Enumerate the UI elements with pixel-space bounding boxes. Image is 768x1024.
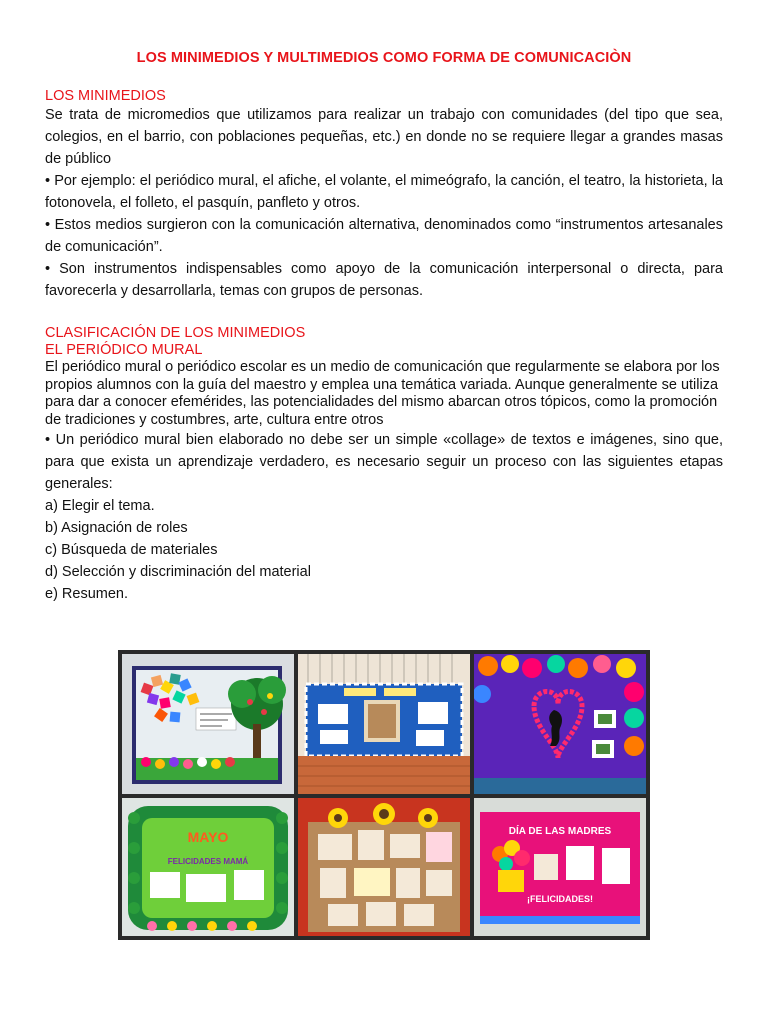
step-b: b) Asignación de roles [45, 520, 188, 536]
section-minimedios [45, 88, 723, 302]
photo-blue-board [298, 654, 470, 794]
mural-bullet: • Un periódico mural bien elaborado no debe ser un simple «collage» de textos e imágenes, sino que, para que exista un aprendizaje verdadero, es necesario seguir un proceso con las siguientes etapas generales: [45, 432, 723, 492]
step-d: d) Selección y discriminación del material [45, 564, 311, 580]
photo-sunflower-board [298, 798, 470, 936]
bullet-origin: • Estos medios surgieron con la comunicación alternativa, denominados como “instrumentos artesanales de comunicación”. [45, 217, 723, 255]
photo-mayo-mural [122, 798, 294, 936]
section-clasificacion [45, 325, 723, 605]
subheading-periodico-mural: EL PERIÓDICO MURAL [45, 342, 203, 358]
mural-paragraph: El periódico mural o periódico escolar es un medio de comunicación que regularmente se elabora por los propios alumnos con la guía del maestro y emplea una temática variada. Aunque generalmente se utiliza para dar a conocer efemérides, las potencialidades del mismo abarcan otros tópicos, como la promoción de tradiciones y costumbres, arte, cultura entre otros [45, 359, 720, 428]
mayo-label: MAYO [187, 829, 229, 845]
felicidades-label: ¡FELICIDADES! [527, 894, 593, 904]
document-title: LOS MINIMEDIOS Y MULTIMEDIOS COMO FORMA DE COMUNICACIÒN [136, 50, 632, 66]
dia-madres-label: DÍA DE LAS MADRES [508, 826, 612, 837]
step-e: e) Resumen. [45, 586, 129, 602]
step-c: c) Búsqueda de materiales [45, 542, 218, 558]
photo-dia-madres [474, 798, 646, 936]
photo-collage [118, 650, 650, 940]
bullet-examples: • Por ejemplo: el periódico mural, el afiche, el volante, el mimeógrafo, la canción, el teatro, la historieta, la fotonovela, el folleto, el pasquín, panfleto y otros. [45, 173, 723, 211]
bullet-purpose: • Son instrumentos indispensables como apoyo de la comunicación interpersonal o directa, para favorecerla y desarrollarla, temas con grupos de personas. [45, 261, 723, 299]
photo-heart-mural [474, 654, 646, 794]
section-heading: LOS MINIMEDIOS [45, 88, 166, 104]
felicidades-mama-label: FELICIDADES MAMÁ [167, 857, 249, 866]
section-heading-clasificacion: CLASIFICACIÓN DE LOS MINIMEDIOS [45, 325, 306, 341]
photo-tree-mural [122, 654, 294, 794]
intro-paragraph: Se trata de micromedios que utilizamos para realizar un trabajo con comunidades (del tipo que sea, colegios, en el barrio, con poblaciones pequeñas, etc.) en donde no se requiere llegar a grandes masas de público [45, 107, 723, 167]
step-a: a) Elegir el tema. [45, 498, 155, 514]
